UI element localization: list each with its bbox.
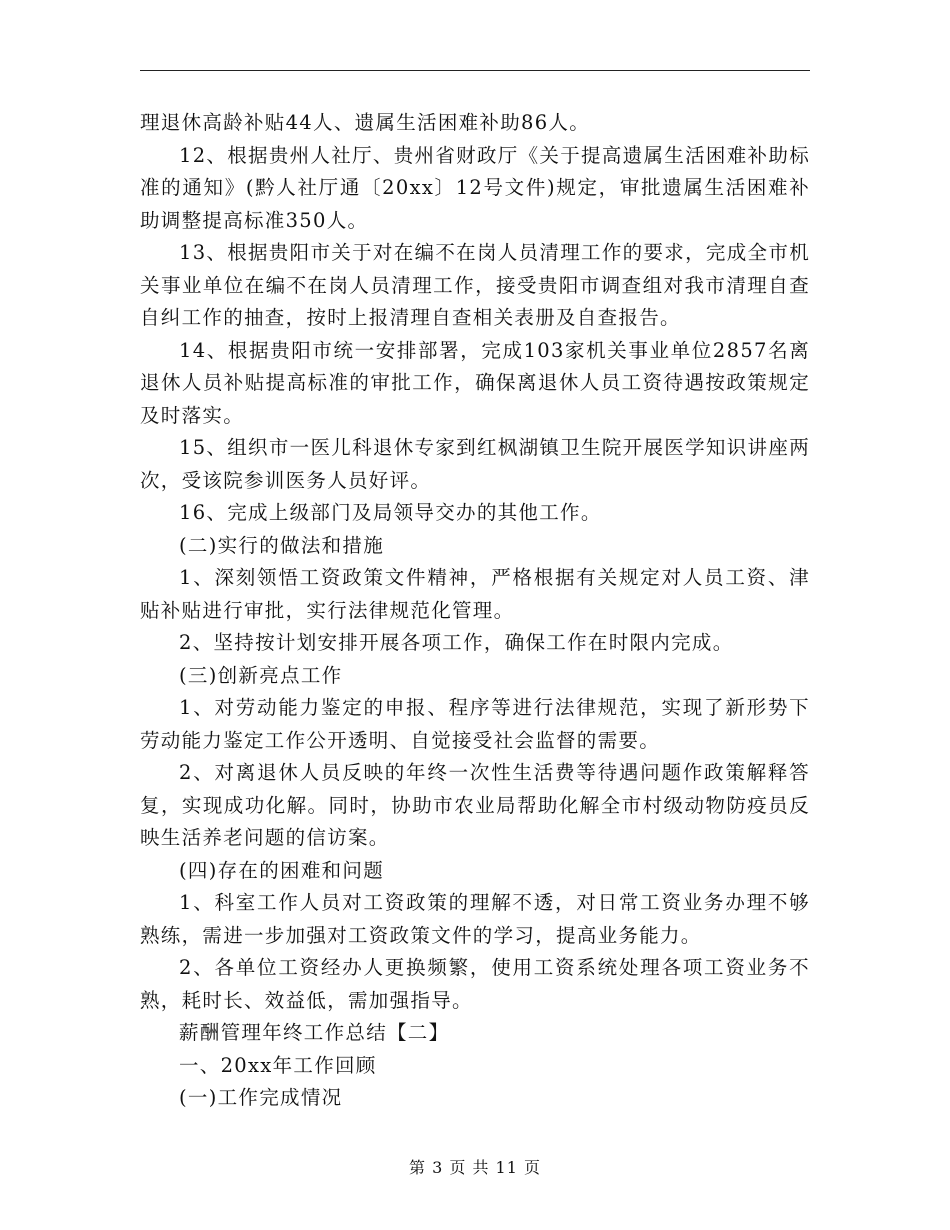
paragraph: 理退休高龄补贴44人、遗属生活困难补助86人。	[140, 111, 591, 134]
header-rule	[140, 70, 810, 71]
paragraph: 1、科室工作人员对工资政策的理解不透，对日常工资业务办理不够熟练，需进一步加强对工资政策文件的学习，提高业务能力。	[140, 891, 810, 947]
section-heading: (二)实行的做法和措施	[179, 533, 385, 557]
paragraph: 16、完成上级部门及局领导交办的其他工作。	[179, 501, 602, 524]
paragraph: 2、各单位工资经办人更换频繁，使用工资系统处理各项工资业务不熟，耗时长、效益低，需加强指导。	[140, 956, 810, 1012]
paragraph: 15、组织市一医儿科退休专家到红枫湖镇卫生院开展医学知识讲座两次，受该院参训医务人员好评。	[140, 436, 810, 492]
section-heading: (一)工作完成情况	[179, 1086, 343, 1109]
document-body	[140, 107, 810, 1115]
paragraph: 2、坚持按计划安排开展各项工作，确保工作在时限内完成。	[179, 631, 734, 654]
paragraph: 1、对劳动能力鉴定的申报、程序等进行法律规范，实现了新形势下劳动能力鉴定工作公开透明、自觉接受社会监督的需要。	[140, 696, 810, 752]
paragraph: 14、根据贵阳市统一安排部署，完成103家机关事业单位2857名离退休人员补贴提高标准的审批工作，确保离退休人员工资待遇按政策规定及时落实。	[140, 338, 810, 427]
paragraph: 1、深刻领悟工资政策文件精神，严格根据有关规定对人员工资、津贴补贴进行审批，实行法律规范化管理。	[140, 566, 810, 622]
section-heading: (三)创新亮点工作	[179, 663, 343, 687]
document-title: 薪酬管理年终工作总结【二】	[179, 1021, 450, 1044]
paragraph: 2、对离退休人员反映的年终一次性生活费等待遇问题作政策解释答复，实现成功化解。同时，协助市农业局帮助化解全市村级动物防疫员反映生活养老问题的信访案。	[140, 761, 810, 849]
section-heading: (四)存在的困难和问题	[179, 858, 385, 882]
section-heading: 一、20xx年工作回顾	[179, 1053, 377, 1077]
paragraph: 13、根据贵阳市关于对在编不在岗人员清理工作的要求，完成全市机关事业单位在编不在岗人员清理工作，接受贵阳市调查组对我市清理自查自纠工作的抽查，按时上报清理自查相关表册及自查报告。	[140, 241, 810, 329]
paragraph: 12、根据贵州人社厅、贵州省财政厅《关于提高遗属生活困难补助标准的通知》(黔人社厅通〔20xx〕12号文件)规定，审批遗属生活困难补助调整提高标准350人。	[140, 143, 810, 232]
page-number-footer: 第 3 页 共 11 页	[409, 1158, 541, 1177]
